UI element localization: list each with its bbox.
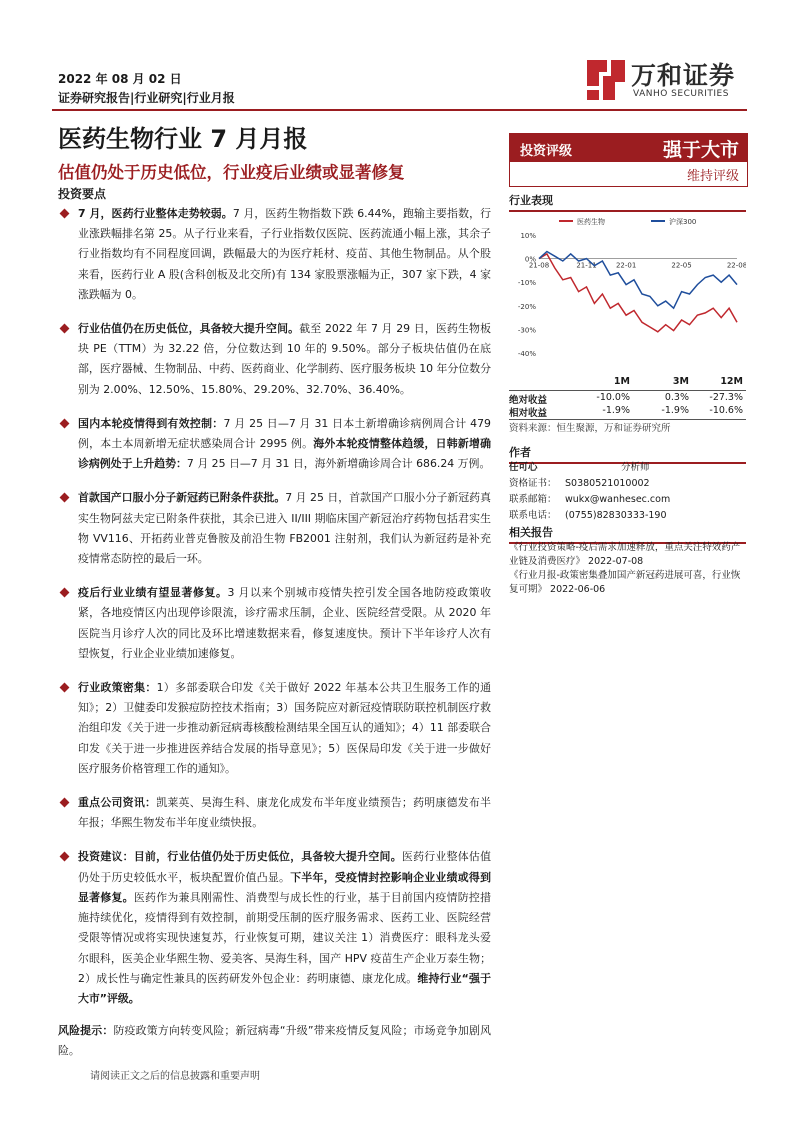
author-detail-label: 联系电话： — [509, 510, 557, 521]
row-label: 绝对收益 — [509, 395, 548, 406]
performance-chart — [509, 213, 746, 363]
author-name: 任可心 — [509, 462, 538, 473]
series-line-pharma — [539, 254, 737, 332]
company-logo — [585, 54, 750, 106]
key-point-text: 7 月 25 日—7 月 31 日本土新增确诊病例周合计 479 例，本土本周新增无症状感染周合计 2995 例。 — [78, 416, 491, 451]
logo-name-cn: 万和证券 — [631, 61, 736, 90]
key-point-text: 凯莱英、昊海生科、康龙化成发布半年度业绩预告；药明康德发布半年报；华熙生物发布半年度业绩快报。 — [78, 796, 491, 830]
key-point-text: 医药行业整体估值仍处于历史较低水平，板块配置价值凸显。 — [78, 850, 491, 884]
legend-label: 沪深300 — [669, 218, 697, 226]
y-tick-label: -30% — [517, 326, 536, 335]
key-point-text: 1）多部委联合印发《关于做好 2022 年基本公共卫生服务工作的通知》；2）卫健委印发猴痘防控技术指南；3）国务院应对新冠疫情联防联控机制医疗救治组印发《关于进一步推动新冠病毒核酸检测结果全国互认的通知》；4）11 部委联合印发《关于进一步推进医养结合发展的指导意见》；5）医保局印发《关于进一步做好医疗服务价格管理工作的通知》。 — [78, 681, 491, 775]
column-header: 12M — [720, 376, 743, 387]
performance-section-title: 行业表现 — [509, 192, 746, 212]
key-point — [58, 414, 491, 475]
key-point-heading: 重点公司资讯： — [78, 796, 157, 810]
table-cell: -1.9% — [661, 405, 689, 416]
table-cell: 0.3% — [664, 392, 689, 403]
key-point-heading: 国内本轮疫情得到有效控制： — [78, 416, 224, 430]
key-points-list — [58, 204, 491, 1061]
author-name-row — [509, 460, 746, 476]
bullet-diamond-icon — [60, 798, 70, 808]
x-tick-label: 22-08 — [726, 261, 746, 270]
key-point — [58, 204, 491, 305]
table-row — [509, 392, 746, 405]
table-cell: -10.6% — [709, 405, 743, 416]
key-point — [58, 793, 491, 833]
rating-label: 投资评级 — [520, 144, 573, 159]
key-point-heading: 行业政策密集： — [78, 681, 157, 695]
table-row — [509, 405, 746, 418]
header-divider — [52, 109, 747, 111]
related-reports-list — [509, 541, 746, 597]
rating-header — [510, 134, 747, 162]
legend-label: 医药生物 — [577, 218, 605, 226]
author-detail-label: 联系邮箱： — [509, 494, 557, 505]
table-cell: -27.3% — [709, 392, 743, 403]
bullet-diamond-icon — [60, 588, 70, 598]
key-point-text: 3 月以来个别城市疫情失控引发全国各地防疫政策收紧，各地疫情区内出现停诊限流，诊疗需求压制，企业、医院经营受限。从 2020 年医院当月诊疗人次的同比及环比增速数据来看，修复速度快。预计下半年诊疗人次有望恢复，行业企业业绩加速修复。 — [78, 586, 491, 660]
bullet-diamond-icon — [60, 852, 70, 862]
y-tick-label: -10% — [517, 279, 536, 288]
performance-table — [509, 376, 746, 421]
author-detail-label: 资格证书： — [509, 478, 557, 489]
key-point-heading: 投资建议：目前，行业估值仍处于历史低位，具备较大提升空间。 — [78, 850, 402, 864]
related-report-item[interactable]: 《行业月报-政策密集叠加国产新冠药进展可喜，行业恢复可期》 2022-06-06 — [509, 570, 741, 595]
y-tick-label: 0% — [524, 255, 536, 264]
disclaimer-footer: 请阅读正文之后的信息披露和重要声明 — [90, 1071, 260, 1082]
author-detail-row — [509, 508, 746, 524]
author-detail-row — [509, 492, 746, 508]
bullet-diamond-icon — [60, 209, 70, 219]
table-divider — [509, 390, 746, 391]
key-point — [58, 488, 491, 569]
author-email-link[interactable]: wukx@wanhesec.com — [565, 494, 671, 505]
report-type: 证券研究报告|行业研究|行业月报 — [58, 91, 235, 105]
key-point-heading: 行业估值仍在历史低位，具备较大提升空间。 — [78, 322, 300, 336]
bullet-diamond-icon — [60, 418, 70, 428]
y-tick-label: -40% — [517, 350, 536, 358]
key-points-heading: 投资要点 — [58, 187, 107, 201]
author-detail-value: S0380521010002 — [565, 478, 650, 489]
author-info — [509, 460, 746, 524]
key-point-text: 7 月 25 日—7 月 31 日，海外新增确诊周合计 686.24 万例。 — [186, 457, 491, 471]
performance-table-header — [509, 376, 746, 389]
table-cell: -1.9% — [602, 405, 630, 416]
risk-label: 风险提示： — [58, 1024, 114, 1038]
x-tick-label: 21-11 — [576, 261, 597, 270]
risk-text: 防疫政策方向转变风险；新冠病毒“升级”带来疫情反复风险；市场竞争加剧风险。 — [58, 1024, 491, 1058]
report-subtitle: 估值仍处于历史低位，行业疫后业绩或显著修复 — [58, 163, 405, 182]
related-reports-title: 相关报告 — [509, 524, 746, 544]
author-detail-row — [509, 476, 746, 492]
key-point-text: 7 月，医药生物指数下跌 6.44%，跑输主要指数，行业涨跌幅排名第 25。从子行业来看，子行业指数仅医院、医药流通小幅上涨，其余子行业指数均有不同程度回调，跌幅最大的为医疗耗材、疫苗、其他生物制品。从个股来看，医药行业 A 股(含科创板及北交所)有 134 家股票涨幅为正，307 家下跌，4 家涨跌幅为 0。 — [78, 207, 492, 301]
logo-mark-icon — [585, 56, 627, 104]
report-date: 2022 年 08 月 02 日 — [58, 72, 182, 86]
row-label: 相对收益 — [509, 408, 548, 419]
author-detail-value: (0755)82830333-190 — [565, 510, 667, 521]
key-point-heading: 7 月，医药行业整体走势较弱。 — [78, 207, 233, 220]
performance-chart-svg — [509, 213, 746, 363]
rating-value: 强于大市 — [662, 139, 739, 161]
risk-warning — [58, 1021, 491, 1061]
data-source: 资料来源：恒生聚源，万和证券研究所 — [509, 423, 671, 434]
key-point — [58, 847, 491, 1009]
bullet-diamond-icon — [60, 493, 70, 503]
bullet-diamond-icon — [60, 683, 70, 693]
bullet-diamond-icon — [60, 324, 70, 334]
table-cell: -10.0% — [596, 392, 630, 403]
y-tick-label: 10% — [520, 232, 536, 240]
author-section-title: 作者 — [509, 444, 746, 464]
y-tick-label: -20% — [517, 302, 536, 311]
x-tick-label: 22-01 — [615, 261, 637, 270]
key-point-text: 医药作为兼具刚需性、消费型与成长性的行业，基于目前国内疫情防控措施持续优化，疫情得到有效控制，前期受压制的医疗服务需求、医药工业、医院经营受限等情况或将实现快速复苏，行业恢复可期，建议关注 1）消费医疗：眼科龙头爱尔眼科，医美企业华熙生物、爱美客、昊海生科，国产 HPV 疫苗生产企业万泰生物；2）成长性与确定性兼具的医药研发外包企业：药明康德、康龙化成。 — [78, 890, 491, 985]
key-point-heading: 维持行业“强于大市”评级。 — [78, 971, 491, 1005]
author-title: 分析师 — [621, 462, 650, 473]
key-point-heading: 首款国产口服小分子新冠药已附条件获批。 — [78, 491, 286, 505]
column-header: 1M — [613, 376, 630, 387]
column-header: 3M — [672, 376, 689, 387]
key-point-heading: 海外本轮疫情整体趋缓，日韩新增确诊病例处于上升趋势： — [78, 437, 491, 471]
key-point — [58, 319, 491, 400]
key-point-text: 截至 2022 年 7 月 29 日，医药生物板块 PE（TTM）为 32.22 倍，分位数达到 10 年的 9.50%。部分子板块估值仍在底部，医疗器械、生物制品、中药、医药商业、化学制药、医疗服务板块 10 年分位数分别为 2.00%、12.50%、15.80%、29.20%、32.70%、36.40%。 — [78, 322, 491, 396]
rating-status: 维持评级 — [686, 169, 739, 184]
report-title: 医药生物行业 7 月月报 — [58, 125, 308, 153]
key-point — [58, 583, 491, 664]
x-tick-label: 21-08 — [528, 261, 550, 270]
series-line-csi300 — [539, 252, 737, 309]
key-point — [58, 678, 491, 779]
x-tick-label: 22-05 — [671, 261, 692, 270]
rating-box — [509, 133, 748, 187]
related-report-item[interactable]: 《行业投资策略-疫后需求加速释放，重点关注特效药产业链及消费医疗》 2022-07-08 — [509, 542, 741, 567]
logo-name-en: VANHO SECURITIES — [633, 89, 729, 99]
key-point-heading: 疫后行业业绩有望显著修复。 — [78, 586, 228, 600]
key-point-text: 7 月 25 日，首款国产口服小分子新冠药真实生物阿兹夫定已附条件获批，其余已进入 II/III 期临床国产新冠治疗药物包括君实生物 VV116、开拓药业普克鲁胺及前沿生物 FB2001 注射剂，我们认为新冠药是补充疫情常态防控的最后一环。 — [78, 491, 491, 566]
key-point-heading: 下半年，受疫情封控影响企业业绩或得到显著修复。 — [78, 870, 491, 904]
